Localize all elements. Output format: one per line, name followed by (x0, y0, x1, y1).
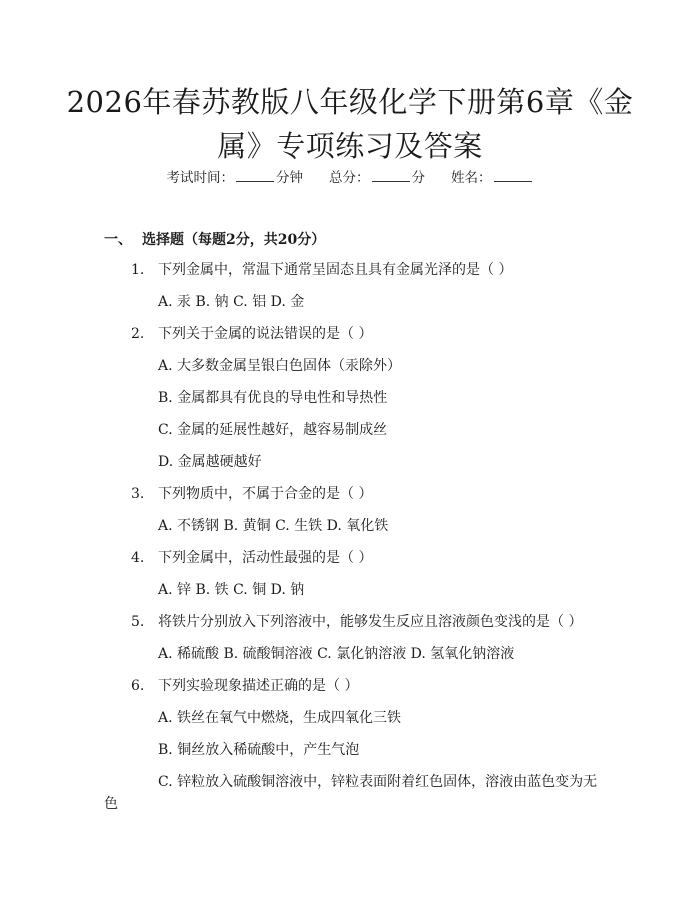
question-number: 5. (131, 614, 145, 630)
total-score-blank (372, 169, 410, 182)
option-line-continuation: 色 (104, 796, 118, 812)
section-number: 一、 (104, 232, 132, 248)
question-number: 6. (131, 678, 145, 694)
total-score-unit: 分 (411, 170, 425, 186)
option-line: A. 汞 B. 钠 C. 铝 D. 金 (158, 294, 305, 310)
question-text: 将铁片分别放入下列溶液中，能够发生反应且溶液颜色变浅的是（ ） (158, 614, 583, 630)
student-name-label: 姓名： (451, 170, 492, 186)
option-line: A. 锌 B. 铁 C. 铜 D. 钠 (158, 582, 305, 598)
question-text: 下列物质中，不属于合金的是（ ） (158, 486, 373, 502)
question-text: 下列金属中，常温下通常呈固态且具有金属光泽的是（ ） (158, 262, 513, 278)
question-number: 1. (131, 262, 145, 278)
question-number: 2. (131, 326, 145, 342)
option-line: B. 铜丝放入稀硫酸中，产生气泡 (158, 742, 360, 758)
section-title: 选择题（每题2分，共20分） (142, 232, 326, 248)
question-number: 3. (131, 486, 145, 502)
option-line: A. 铁丝在氧气中燃烧，生成四氧化三铁 (158, 710, 402, 726)
exam-time-field (167, 168, 304, 188)
student-name-field (451, 168, 534, 188)
document-title: 2026年春苏教版八年级化学下册第6章《金属》专项练习及答案 (66, 85, 634, 163)
option-line: D. 金属越硬越好 (158, 454, 262, 470)
option-line: A. 不锈钢 B. 黄铜 C. 生铁 D. 氧化铁 (158, 518, 389, 534)
student-name-blank (494, 169, 532, 182)
question-text: 下列实验现象描述正确的是（ ） (158, 678, 359, 694)
exam-time-blank (236, 169, 274, 182)
option-line: C. 锌粒放入硫酸铜溶液中，锌粒表面附着红色固体，溶液由蓝色变为无 (158, 774, 598, 790)
option-line: C. 金属的延展性越好，越容易制成丝 (158, 422, 388, 438)
exam-time-unit: 分钟 (276, 170, 303, 186)
question-number: 4. (131, 550, 145, 566)
total-score-label: 总分： (329, 170, 370, 186)
total-score-field (329, 168, 425, 188)
option-line: A. 大多数金属呈银白色固体（汞除外） (158, 358, 402, 374)
question-text: 下列金属中，活动性最强的是（ ） (158, 550, 373, 566)
option-line: B. 金属都具有优良的导电性和导热性 (158, 390, 388, 406)
question-text: 下列关于金属的说法错误的是（ ） (158, 326, 373, 342)
option-line: A. 稀硫酸 B. 硫酸铜溶液 C. 氯化钠溶液 D. 氢氧化钠溶液 (158, 646, 515, 662)
section-heading (104, 230, 325, 250)
exam-time-label: 考试时间： (166, 170, 234, 186)
exam-meta (0, 168, 700, 188)
